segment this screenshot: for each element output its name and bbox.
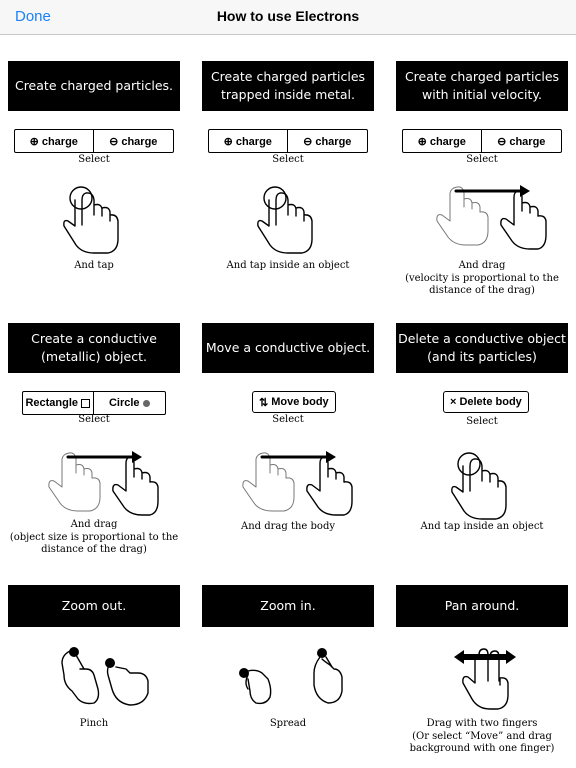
card-header: Create charged particles trapped inside metal. xyxy=(202,61,374,111)
drag-icon xyxy=(38,451,156,517)
charge-selector[interactable] xyxy=(208,129,368,153)
card-header: Delete a conductive object (and its particles) xyxy=(396,323,568,373)
card-caption: And drag the body xyxy=(241,521,335,532)
rectangle-option[interactable] xyxy=(23,392,93,414)
navigation-bar xyxy=(0,0,576,35)
card-header: Zoom out. xyxy=(8,585,180,627)
two-finger-pan-icon xyxy=(452,645,518,715)
card-caption: Spread xyxy=(269,718,307,729)
pinch-icon xyxy=(42,645,152,711)
card-caption: And tap inside an object xyxy=(420,521,544,532)
card-header: Zoom in. xyxy=(202,585,374,627)
move-body-label: Move body xyxy=(271,396,329,408)
card-caption: And drag (object size is proportional to the distance of the drag) xyxy=(9,519,179,555)
select-label: Select xyxy=(466,416,498,427)
tap-icon xyxy=(254,181,322,256)
drag-icon xyxy=(232,451,350,517)
positive-charge-option[interactable]: ⊕ charge xyxy=(223,135,272,148)
move-body-button[interactable] xyxy=(252,391,336,413)
card-caption: And tap xyxy=(74,260,114,271)
done-button[interactable]: Done xyxy=(15,8,51,25)
spread-icon xyxy=(236,645,346,711)
card-caption: Pinch xyxy=(79,718,109,729)
circle-option-label: Circle xyxy=(108,397,140,409)
circle-clear-icon xyxy=(143,400,150,407)
card-caption: And tap inside an object xyxy=(226,260,350,271)
card-header: Pan around. xyxy=(396,585,568,627)
delete-body-label: Delete body xyxy=(459,396,522,408)
rectangle-shape-icon xyxy=(81,399,90,408)
select-label: Select xyxy=(466,154,498,165)
delete-x-icon: × xyxy=(450,396,457,408)
select-label: Select xyxy=(272,414,304,425)
charge-selector[interactable] xyxy=(14,129,174,153)
negative-charge-option[interactable]: ⊖ charge xyxy=(287,130,368,152)
card-caption: Drag with two fingers (Or select “Move” and drag background with one finger) xyxy=(409,718,555,754)
card-header: Create charged particles with initial velocity. xyxy=(396,61,568,111)
positive-charge-option[interactable]: ⊕ charge xyxy=(417,135,466,148)
select-label: Select xyxy=(78,154,110,165)
page-title: How to use Electrons xyxy=(216,8,360,24)
card-caption: And drag (velocity is proportional to the distance of the drag) xyxy=(405,260,559,296)
rectangle-option-label: Rectangle xyxy=(25,397,79,409)
tap-icon xyxy=(60,181,128,256)
drag-icon xyxy=(426,185,544,251)
card-header: Move a conductive object. xyxy=(202,323,374,373)
delete-body-button[interactable] xyxy=(443,391,529,413)
card-header: Create a conductive (metallic) object. xyxy=(8,323,180,373)
positive-charge-option[interactable]: ⊕ charge xyxy=(29,135,78,148)
card-header: Create charged particles. xyxy=(8,61,180,111)
select-label: Select xyxy=(78,414,110,425)
tap-icon xyxy=(448,447,516,522)
negative-charge-option[interactable]: ⊖ charge xyxy=(481,130,562,152)
charge-selector[interactable] xyxy=(402,129,562,153)
select-label: Select xyxy=(272,154,304,165)
shape-selector[interactable] xyxy=(22,391,166,415)
negative-charge-option[interactable]: ⊖ charge xyxy=(93,130,174,152)
circle-option[interactable] xyxy=(93,392,166,414)
move-arrows-icon: ⇅ xyxy=(259,396,269,409)
